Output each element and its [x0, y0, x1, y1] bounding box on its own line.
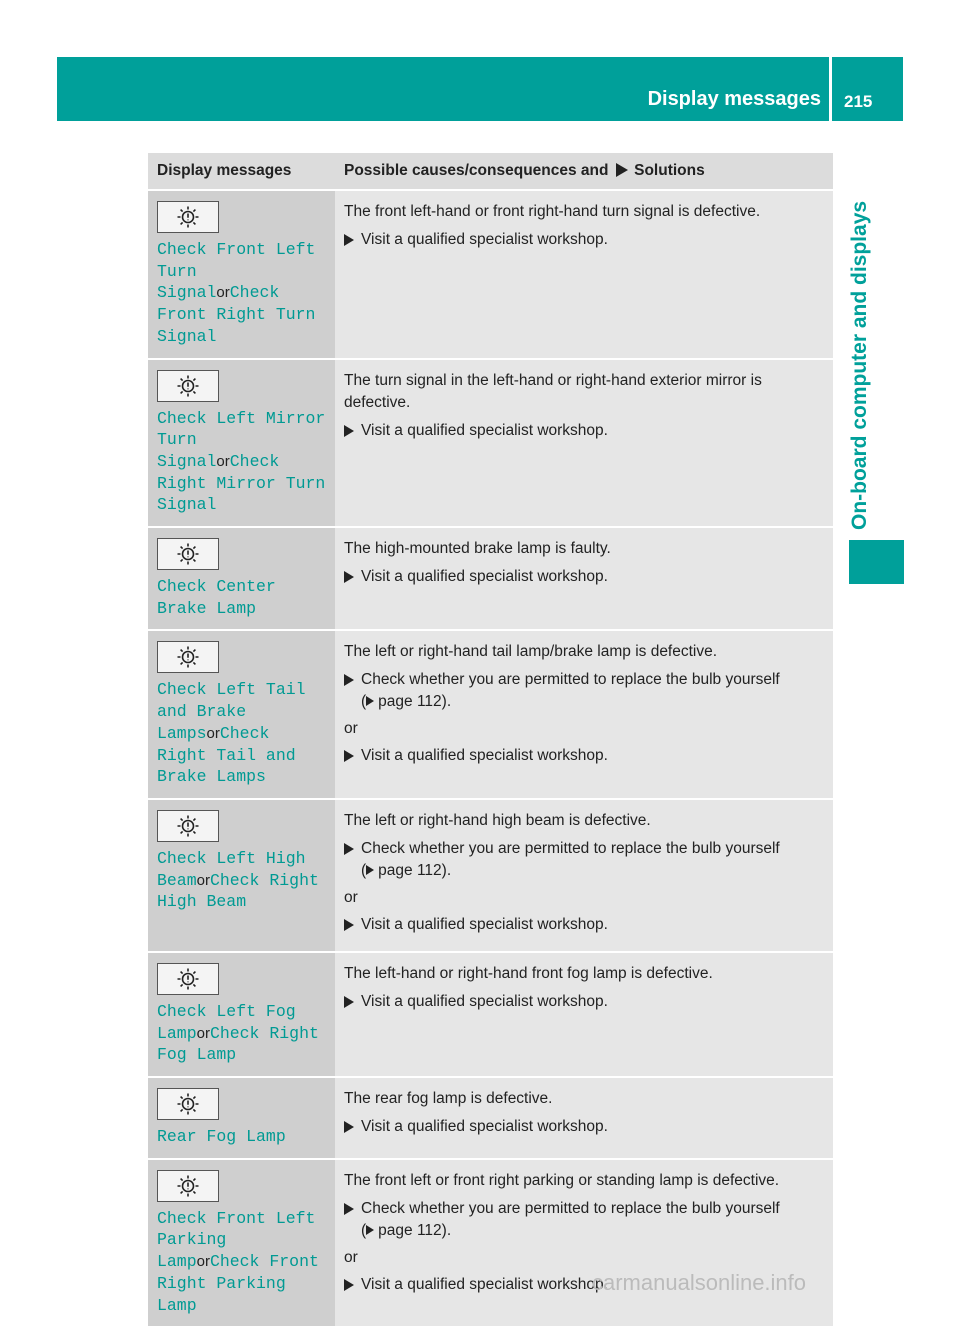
solution-step — [344, 1198, 825, 1242]
message-text: Check Center Brake Lamp — [157, 577, 276, 618]
cause-solution-cell — [335, 952, 833, 1077]
message-cell — [148, 190, 335, 359]
message-cell — [148, 359, 335, 528]
table-row — [148, 359, 833, 528]
message-or: or — [216, 452, 230, 470]
solution-text: Visit a qualified specialist workshop. — [361, 992, 608, 1010]
bulb-fault-icon — [157, 201, 219, 233]
solution-step — [344, 838, 825, 882]
message-cell — [148, 952, 335, 1077]
solution-step — [344, 745, 825, 767]
message-text: Check Left Tail and Brake Lamps — [157, 680, 306, 743]
display-message — [157, 576, 327, 619]
table-row — [148, 190, 833, 359]
message-text: Check Right Fog Lamp — [157, 1023, 319, 1065]
message-text: Check Front Right Turn Signal — [157, 283, 316, 346]
bulb-fault-icon — [157, 963, 219, 995]
page-reference-text: page 112). — [378, 861, 452, 879]
solution-step — [344, 420, 825, 442]
cause-solution-cell — [335, 359, 833, 528]
column-header-messages: Display messages — [148, 153, 335, 190]
message-text: Check Left Fog Lamp — [157, 1001, 296, 1043]
cause-text: The left or right-hand high beam is defective. — [344, 811, 651, 829]
display-message — [157, 1001, 327, 1066]
page-reference-link[interactable]: ( page 112). — [361, 1221, 452, 1239]
display-message — [157, 1208, 327, 1317]
solution-step — [344, 669, 825, 713]
cause-text: The high-mounted brake lamp is faulty. — [344, 540, 611, 558]
arrow-icon — [366, 865, 374, 875]
message-text: Check Right High Beam — [157, 870, 319, 912]
cause-solution-cell — [335, 190, 833, 359]
column-header-causes — [335, 153, 833, 190]
cause-text: The front left or front right parking or standing lamp is defective. — [344, 1171, 780, 1189]
display-message — [157, 1126, 327, 1148]
cause-text: The rear fog lamp is defective. — [344, 1090, 553, 1108]
cause-solution-cell — [335, 799, 833, 952]
solution-step — [344, 1116, 825, 1138]
message-or: or — [196, 1024, 210, 1042]
table-row — [148, 630, 833, 799]
arrow-icon — [366, 1225, 374, 1235]
arrow-icon — [616, 163, 628, 177]
page-reference-text: page 112). — [378, 1221, 452, 1239]
table-row — [148, 799, 833, 952]
message-text: Check Left Mirror Turn Signal — [157, 408, 326, 471]
cause-text: The left-hand or right-hand front fog lamp is defective. — [344, 964, 713, 982]
message-or: or — [196, 871, 210, 889]
header-separator — [829, 57, 832, 121]
cause-solution-cell — [335, 630, 833, 799]
table-header-row — [148, 153, 833, 190]
solution-step — [344, 566, 825, 588]
solution-text: Visit a qualified specialist workshop. — [361, 231, 608, 248]
message-text: Check Left High Beam — [157, 848, 306, 890]
message-text: Rear Fog Lamp — [157, 1127, 286, 1147]
solution-text: Visit a qualified specialist workshop. — [361, 421, 608, 439]
solution-text: Visit a qualified specialist workshop. — [361, 915, 608, 933]
display-message — [157, 848, 327, 913]
page-number: 215 — [844, 92, 873, 111]
column-header-solutions-label: Solutions — [634, 162, 705, 179]
page-reference-link[interactable]: ( page 112). — [361, 861, 452, 879]
message-text: Check Front Right Parking Lamp — [157, 1252, 319, 1315]
cause-text: The front left-hand or front right-hand turn signal is defective. — [344, 203, 761, 220]
table-row — [148, 1077, 833, 1159]
message-or: or — [216, 284, 230, 302]
message-cell — [148, 527, 335, 630]
bulb-fault-icon — [157, 1170, 219, 1202]
column-header-causes-label: Possible causes/consequences and — [344, 162, 609, 179]
bulb-fault-icon — [157, 1088, 219, 1120]
solution-text: Check whether you are permitted to replace the bulb yourself — [361, 671, 780, 689]
message-text: Check Front Left Parking Lamp — [157, 1208, 316, 1272]
solution-text: Visit a qualified specialist workshop. — [361, 747, 608, 765]
bulb-fault-icon — [157, 538, 219, 570]
display-messages-table — [148, 153, 833, 1328]
cause-text: The turn signal in the left-hand or right-hand exterior mirror is defective. — [344, 371, 762, 411]
solution-text: Check whether you are permitted to replace the bulb yourself — [361, 1199, 780, 1217]
solution-text: Visit a qualified specialist workshop. — [361, 568, 608, 586]
bulb-fault-icon — [157, 370, 219, 402]
table-row — [148, 1159, 833, 1328]
display-message — [157, 408, 327, 517]
arrow-icon — [366, 696, 374, 706]
message-cell — [148, 630, 335, 799]
table-body — [148, 190, 833, 1327]
message-or: or — [206, 724, 220, 742]
watermark: carmanualsonline.info — [592, 1270, 807, 1295]
message-cell — [148, 1159, 335, 1328]
page-reference-text: page 112). — [378, 693, 452, 711]
section-tab-block — [849, 540, 904, 584]
display-message — [157, 239, 327, 348]
solution-text: Check whether you are permitted to replace the bulb yourself — [361, 839, 780, 857]
solution-text: Visit a qualified specialist workshop. — [361, 1118, 608, 1136]
message-cell — [148, 1077, 335, 1159]
solution-text: Visit a qualified specialist workshop. — [361, 1275, 608, 1293]
page-reference-link[interactable]: ( page 112). — [361, 693, 452, 711]
cause-solution-cell — [335, 527, 833, 630]
solution-step — [344, 229, 825, 251]
message-text: Check Right Tail and Brake Lamps — [157, 723, 296, 787]
or-separator: or — [344, 888, 358, 906]
message-or: or — [196, 1253, 210, 1271]
message-cell — [148, 799, 335, 952]
or-separator: or — [344, 720, 358, 738]
solution-step — [344, 991, 825, 1013]
message-text: Check Front Left Turn Signal — [157, 240, 316, 303]
bulb-fault-icon — [157, 810, 219, 842]
bulb-fault-icon — [157, 641, 219, 673]
cause-solution-cell — [335, 1077, 833, 1159]
section-tab-label: On-board computer and displays — [848, 200, 871, 530]
message-text: Check Right Mirror Turn Signal — [157, 451, 326, 515]
solution-step — [344, 914, 825, 936]
table-row — [148, 527, 833, 630]
display-message — [157, 679, 327, 788]
cause-text: The left or right-hand tail lamp/brake lamp is defective. — [344, 643, 718, 661]
or-separator: or — [344, 1248, 358, 1266]
page-header-title: Display messages — [647, 88, 821, 110]
cause-solution-cell — [335, 1159, 833, 1328]
table-row — [148, 952, 833, 1077]
